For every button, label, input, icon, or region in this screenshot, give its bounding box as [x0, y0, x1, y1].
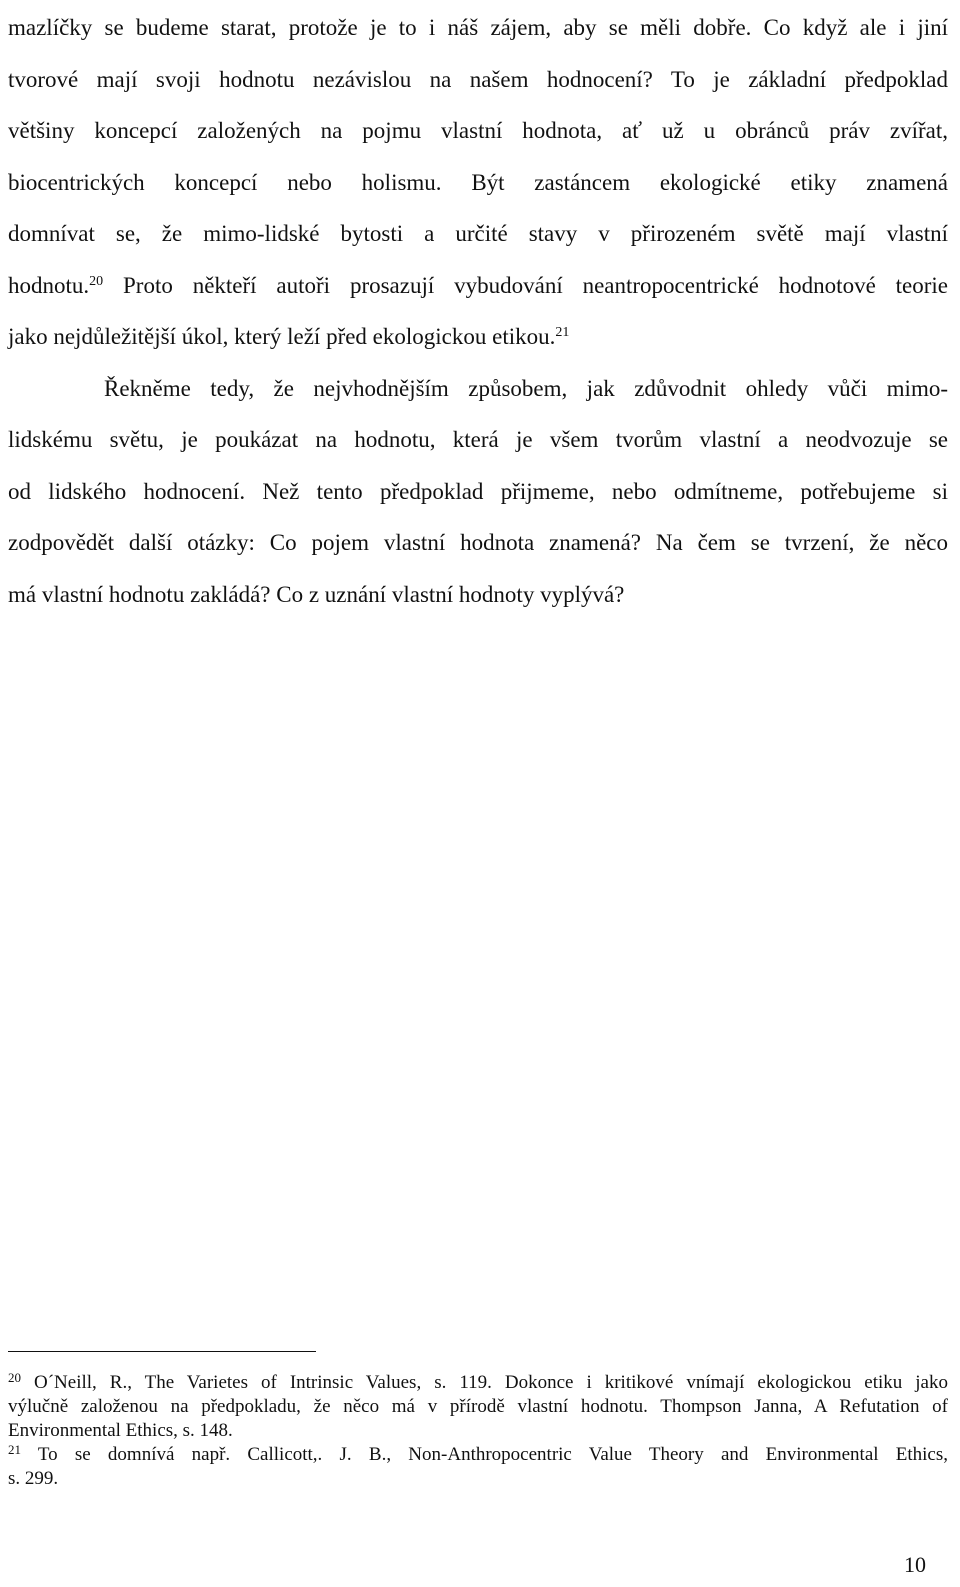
- text-line: od lidského hodnocení. Než tento předpoklad přijmeme, nebo odmítneme, potřebujeme si: [8, 478, 948, 504]
- footnote-ref-21[interactable]: 21: [555, 325, 570, 340]
- text-line: mazlíčky se budeme starat, protože je to i náš zájem, aby se měli dobře. Co když ale i jiní: [8, 15, 948, 40]
- footnote-line: [8, 1443, 948, 1467]
- text-segment: Proto někteří autoři prosazují vybudování neantropocentrické hodnotové teorie: [103, 272, 948, 298]
- text-line: [8, 260, 948, 312]
- text-line: lidskému světu, je poukázat na hodnotu, která je všem tvorům vlastní a neodvozuje se: [8, 427, 948, 452]
- page-number: 10: [904, 1552, 926, 1577]
- text-segment: hodnotu.: [8, 272, 90, 298]
- footnote-line: [8, 1371, 948, 1395]
- footnote-line: Environmental Ethics, s. 148.: [8, 1420, 233, 1441]
- text-line: biocentrických koncepcí nebo holismu. Být zastáncem ekologické etiky znamená: [8, 169, 948, 195]
- text-line: Řekněme tedy, že nejvhodnějším způsobem, jak zdůvodnit ohledy vůči mimo-: [104, 375, 948, 401]
- footnote-number: 20: [8, 1370, 21, 1385]
- footnote-text: To se domnívá např. Callicott,. J. B., Non-Anthropocentric Value Theory and Environmental Ethics,: [21, 1444, 948, 1465]
- footnotes: [8, 1371, 948, 1491]
- main-text: [8, 2, 948, 620]
- footnote-number: 21: [8, 1442, 21, 1457]
- footnote-line: s. 299.: [8, 1468, 59, 1489]
- text-segment: jako nejdůležitější úkol, který leží před ekologickou etikou.: [8, 324, 556, 349]
- footnote-line: výlučně založenou na předpokladu, že něco má v přírodě vlastní hodnotu. Thompson Janna, A Refutation of: [8, 1396, 948, 1417]
- footnote-separator: [8, 1351, 316, 1352]
- text-line: [8, 311, 948, 363]
- text-line: má vlastní hodnotu zakládá? Co z uznání vlastní hodnoty vyplývá?: [8, 581, 625, 607]
- footnote-ref-20[interactable]: 20: [89, 273, 104, 289]
- text-line: většiny koncepcí založených na pojmu vlastní hodnota, ať už u obránců práv zvířat,: [8, 118, 948, 143]
- text-line: zodpovědět další otázky: Co pojem vlastní hodnota znamená? Na čem se tvrzení, že něco: [8, 530, 948, 555]
- text-line: tvorové mají svoji hodnotu nezávislou na našem hodnocení? To je základní předpoklad: [8, 66, 948, 92]
- text-line: domnívat se, že mimo-lidské bytosti a určité stavy v přirozeném světě mají vlastní: [8, 221, 948, 246]
- footnote-text: O´Neill, R., The Varietes of Intrinsic Values, s. 119. Dokonce i kritikové vnímají ekologickou etiku jako: [21, 1372, 948, 1393]
